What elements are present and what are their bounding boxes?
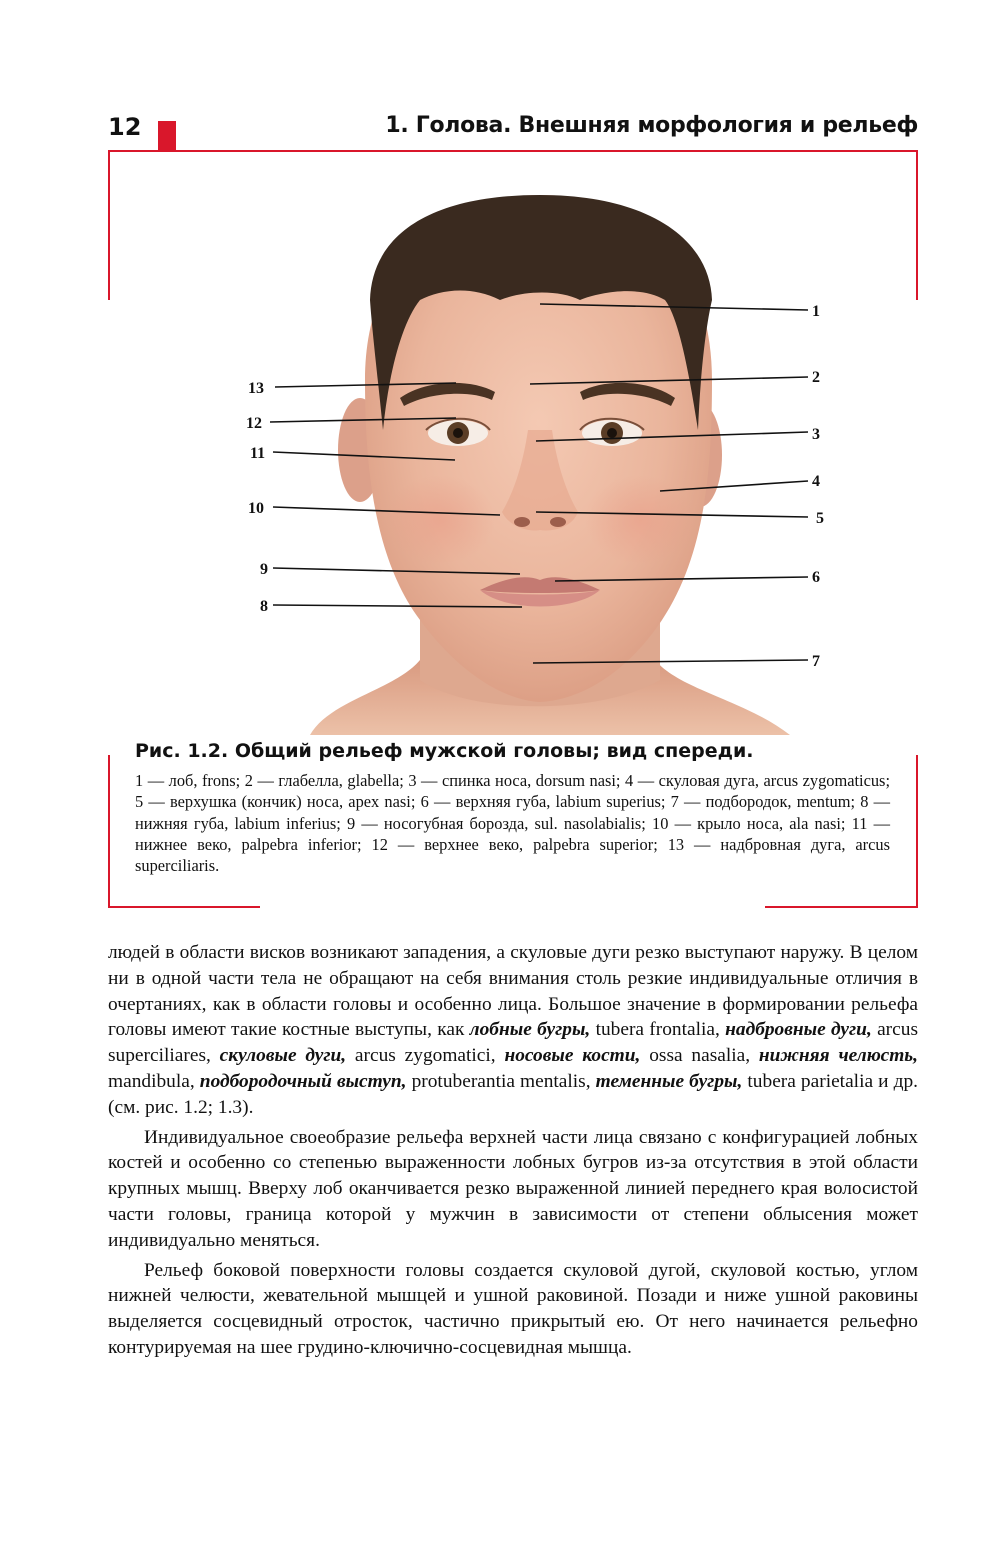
term-mental-protuberance: подбородочный выступ, — [199, 1070, 407, 1092]
label-10: 10 — [248, 500, 264, 517]
body-text — [108, 940, 918, 1361]
p1-text-2: tubera frontalia, — [590, 1019, 726, 1041]
frame-bottom-left — [108, 906, 260, 908]
p1-text-4: arcus zygomatici, — [346, 1045, 505, 1067]
label-13: 13 — [248, 380, 264, 397]
page-number: 12 — [108, 113, 142, 141]
label-7: 7 — [812, 653, 820, 670]
label-6: 6 — [812, 569, 820, 586]
p1-text-3: arcus superciliares, — [108, 1019, 918, 1067]
label-1: 1 — [812, 303, 820, 320]
term-parietal-tubers: теменные бугры, — [595, 1070, 743, 1092]
term-zygomatic-arches: скуловые дуги, — [219, 1045, 347, 1067]
p1-text-6: mandibula, — [108, 1070, 200, 1092]
paragraph-3: Рельеф боковой поверхности головы создается скуловой дугой, скуловой костью, углом нижней челюсти, жевательной мышцей и ушной раковиной. Позади и ниже ушной раковины выделяется сосцевидный отросток, частично прикрытый ею. От него начинается рельефно контурируемая на шее грудино-ключично-сосцевидная мышца. — [108, 1259, 918, 1358]
frame-bottom-right — [765, 906, 918, 908]
p1-text-8: tubera parietalia и др. (см. рис. 1.2; 1.3). — [108, 1070, 918, 1118]
face-figure — [0, 0, 1000, 735]
term-superciliary-arches: надбровные дуги, — [725, 1019, 872, 1041]
frame-right-bottom — [916, 755, 918, 908]
label-2: 2 — [812, 369, 820, 386]
label-8: 8 — [260, 598, 268, 615]
label-4: 4 — [812, 473, 820, 490]
p1-text-5: ossa nasalia, — [640, 1045, 759, 1067]
paragraph-2: Индивидуальное своеобразие рельефа верхней части лица связано с конфигурацией лобных костей и особенно со степенью выраженности лобных бугров из-за отсутствия в этой области крупных мышц. Вверху лоб оканчивается резко выраженной линией переднего края волосистой части головы, граница которой у мужчин в зависимости от степени облысения может индивидуально меняться. — [108, 1126, 918, 1251]
p1-text-7: protuberantia mentalis, — [406, 1070, 596, 1092]
figure-caption-text: 1 — лоб, frons; 2 — глабелла, glabella; 3 — спинка носа, dorsum nasi; 4 — скуловая дуга, arcus zygomaticus; 5 — верхушка (кончик) носа, apex nasi; 6 — верхняя губа, labium superius; 7 — подбородок, mentum; 8 — нижняя губа, labium inferius; 9 — носогубная борозда, sul. nasolabialis; 10 — крыло носа, ala nasi; 11 — нижнее веко, palpebra inferior; 12 — верхнее веко, palpebra superior; 13 — надбровная дуга, arcus superciliaris. — [135, 771, 890, 876]
paragraph-1 — [108, 940, 918, 1121]
label-12: 12 — [246, 415, 262, 432]
running-head: 1. Голова. Внешняя морфология и рельеф — [385, 113, 918, 138]
label-3: 3 — [812, 426, 820, 443]
term-frontal-tubers: лобные бугры, — [469, 1019, 591, 1041]
label-11: 11 — [250, 445, 266, 462]
label-5: 5 — [816, 510, 824, 527]
frame-left-bottom — [108, 755, 110, 908]
label-9: 9 — [260, 561, 268, 578]
p1-text-1: людей в области висков возникают западения, а скуловые дуги резко выступают наружу. В целом ни в одной части тела не обращают на себя внимания столь резкие индивидуальные отличия в очертаниях, как в области головы и особенно лица. Большое значение в формировании рельефа головы имеют такие костные выступы, как — [108, 942, 918, 1041]
term-mandible: нижняя челюсть, — [758, 1045, 919, 1067]
term-nasal-bones: носовые кости, — [504, 1045, 641, 1067]
figure-caption-title: Рис. 1.2. Общий рельеф мужской головы; вид спереди. — [135, 740, 754, 762]
